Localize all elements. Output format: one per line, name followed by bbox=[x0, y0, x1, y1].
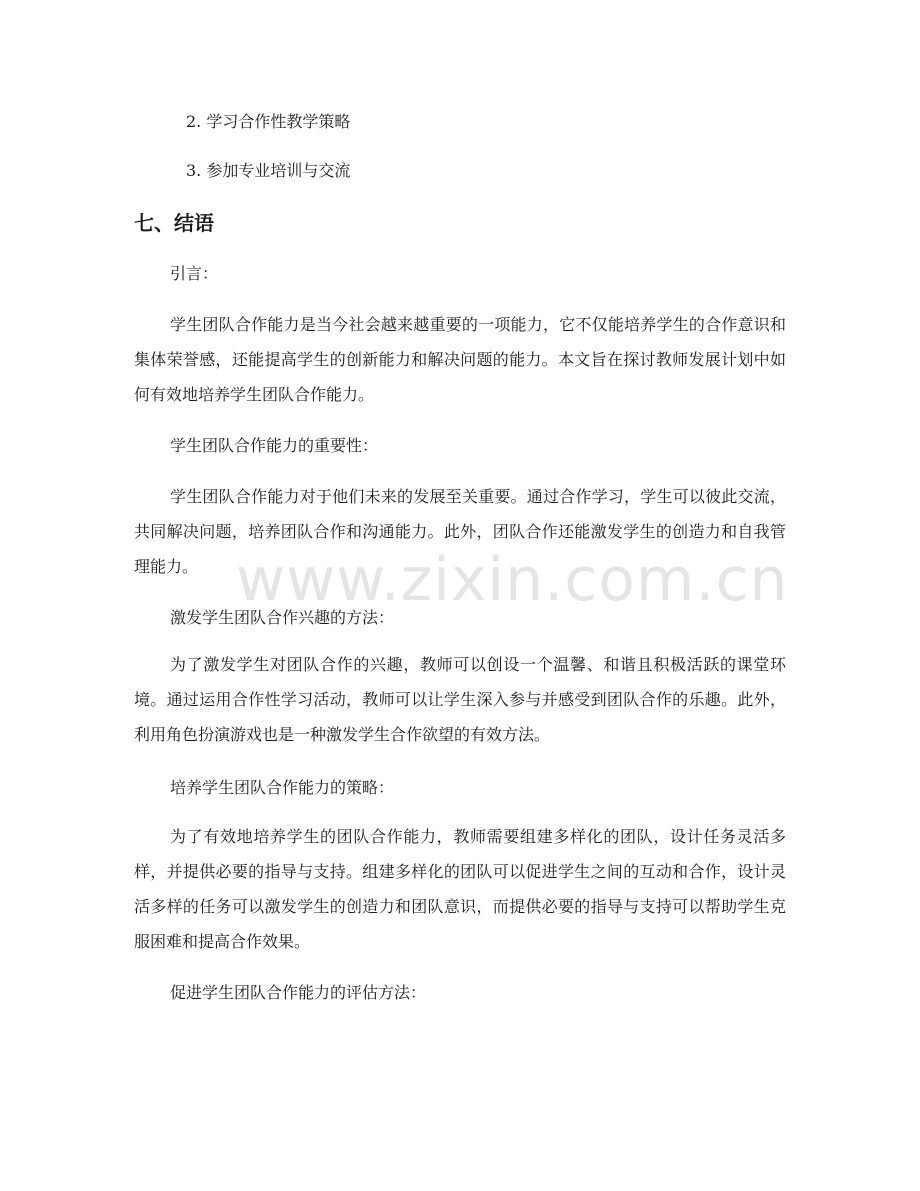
list-item-learn-cooperative-strategies: 2. 学习合作性教学策略 bbox=[186, 112, 351, 131]
interest-methods-label: 激发学生团队合作兴趣的方法： bbox=[170, 608, 395, 627]
intro-paragraph: 学生团队合作能力是当今社会越来越重要的一项能力，它不仅能培养学生的合作意识和集体荣誉感，还能提高学生的创新能力和解决问题的能力。本文旨在探讨教师发展计划中如何有效地培养学生团队合作能力。 bbox=[134, 315, 786, 404]
evaluation-methods-label: 促进学生团队合作能力的评估方法： bbox=[170, 983, 427, 1002]
interest-methods-paragraph: 为了激发学生对团队合作的兴趣，教师可以创设一个温馨、和谐且积极活跃的课堂环境。通过运用合作性学习活动，教师可以让学生深入参与并感受到团队合作的乐趣。此外，利用角色扮演游戏也是一种激发学生合作欲望的有效方法。 bbox=[134, 655, 786, 744]
intro-label: 引言： bbox=[170, 264, 219, 283]
strategy-label: 培养学生团队合作能力的策略： bbox=[170, 778, 395, 797]
importance-label: 学生团队合作能力的重要性： bbox=[170, 436, 379, 455]
importance-paragraph: 学生团队合作能力对于他们未来的发展至关重要。通过合作学习，学生可以彼此交流，共同解决问题，培养团队合作和沟通能力。此外，团队合作还能激发学生的创造力和自我管理能力。 bbox=[134, 487, 786, 576]
list-item-professional-training: 3. 参加专业培训与交流 bbox=[186, 161, 351, 180]
section-heading-conclusion: 七、结语 bbox=[134, 211, 214, 235]
watermark: www.zixin.com.cn bbox=[236, 545, 789, 615]
strategy-paragraph: 为了有效地培养学生的团队合作能力，教师需要组建多样化的团队，设计任务灵活多样，并提供必要的指导与支持。组建多样化的团队可以促进学生之间的互动和合作，设计灵活多样的任务可以激发学生的创造力和团队意识，而提供必要的指导与支持可以帮助学生克服困难和提高合作效果。 bbox=[134, 827, 786, 951]
